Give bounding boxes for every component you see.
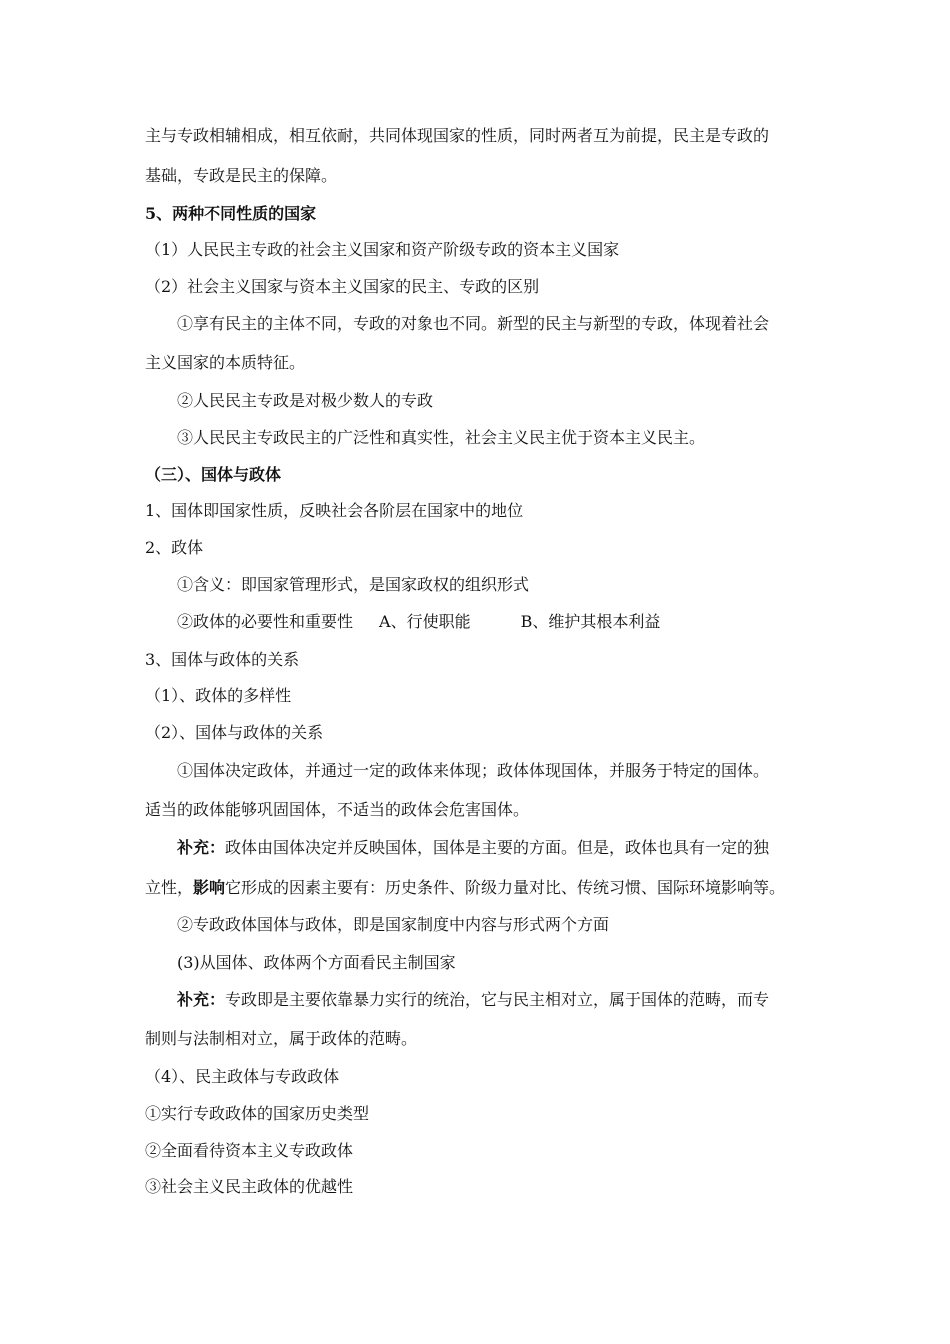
paragraph-line: ①享有民主的主体不同，专政的对象也不同。新型的民主与新型的专政，体现着社会 bbox=[177, 314, 770, 333]
list-item: ①含义：即国家管理形式，是国家政权的组织形式 bbox=[177, 575, 530, 594]
section-heading: （三）、国体与政体 bbox=[145, 465, 282, 484]
list-item: 2、政体 bbox=[145, 538, 204, 557]
list-item: （2）社会主义国家与资本主义国家的民主、专政的区别 bbox=[145, 277, 540, 296]
supplement-line bbox=[177, 990, 769, 1010]
list-item: (3)从国体、政体两个方面看民主制国家 bbox=[177, 953, 456, 972]
emphasis-text: 影响 bbox=[193, 878, 226, 897]
list-item: 3、国体与政体的关系 bbox=[145, 650, 300, 669]
list-item bbox=[177, 612, 660, 632]
supplement-line bbox=[177, 838, 769, 858]
paragraph-line: ①国体决定政体，并通过一定的政体来体现；政体体现国体，并服务于特定的国体。 bbox=[177, 761, 770, 780]
paragraph-line: 主与专政相辅相成，相互依耐，共同体现国家的性质，同时两者互为前提，民主是专政的 bbox=[145, 126, 770, 145]
list-item: ②人民民主专政是对极少数人的专政 bbox=[177, 391, 434, 410]
list-item: 1、国体即国家性质，反映社会各阶层在国家中的地位 bbox=[145, 501, 524, 520]
supplement-label: 补充： bbox=[177, 990, 226, 1009]
list-item: （1）、政体的多样性 bbox=[145, 686, 292, 705]
paragraph-line: 立性，影响它形成的因素主要有：历史条件、阶级力量对比、传统习惯、国际环境影响等。 bbox=[145, 878, 786, 897]
paragraph-line: 主义国家的本质特征。 bbox=[145, 353, 306, 372]
list-item: ②全面看待资本主义专政政体 bbox=[145, 1141, 354, 1160]
supplement-text: 专政即是主要依靠暴力实行的统治，它与民主相对立，属于国体的范畴，而专 bbox=[225, 990, 770, 1009]
item-option-b: B、维护其根本利益 bbox=[520, 612, 661, 631]
supplement-text: 政体由国体决定并反映国体，国体是主要的方面。但是，政体也具有一定的独 bbox=[225, 838, 770, 857]
section-heading: 5、两种不同性质的国家 bbox=[145, 204, 317, 223]
list-item: ③社会主义民主政体的优越性 bbox=[145, 1177, 354, 1196]
list-item: ①实行专政政体的国家历史类型 bbox=[145, 1104, 370, 1123]
supplement-label: 补充： bbox=[177, 838, 226, 857]
paragraph-line: 适当的政体能够巩固国体，不适当的政体会危害国体。 bbox=[145, 800, 530, 819]
paragraph-line: 制则与法制相对立，属于政体的范畴。 bbox=[145, 1029, 418, 1048]
item-option-a: A、行使职能 bbox=[379, 612, 471, 631]
list-item: ③人民民主专政民主的广泛性和真实性，社会主义民主优于资本主义民主。 bbox=[177, 428, 706, 447]
list-item: （1）人民民主专政的社会主义国家和资产阶级专政的资本主义国家 bbox=[145, 240, 620, 259]
paragraph-line: 基础，专政是民主的保障。 bbox=[145, 166, 338, 185]
list-item: ②专政政体国体与政体，即是国家制度中内容与形式两个方面 bbox=[177, 915, 610, 934]
item-text: ②政体的必要性和重要性 bbox=[177, 612, 354, 631]
list-item: （2）、国体与政体的关系 bbox=[145, 723, 324, 742]
list-item: （4）、民主政体与专政政体 bbox=[145, 1067, 340, 1086]
